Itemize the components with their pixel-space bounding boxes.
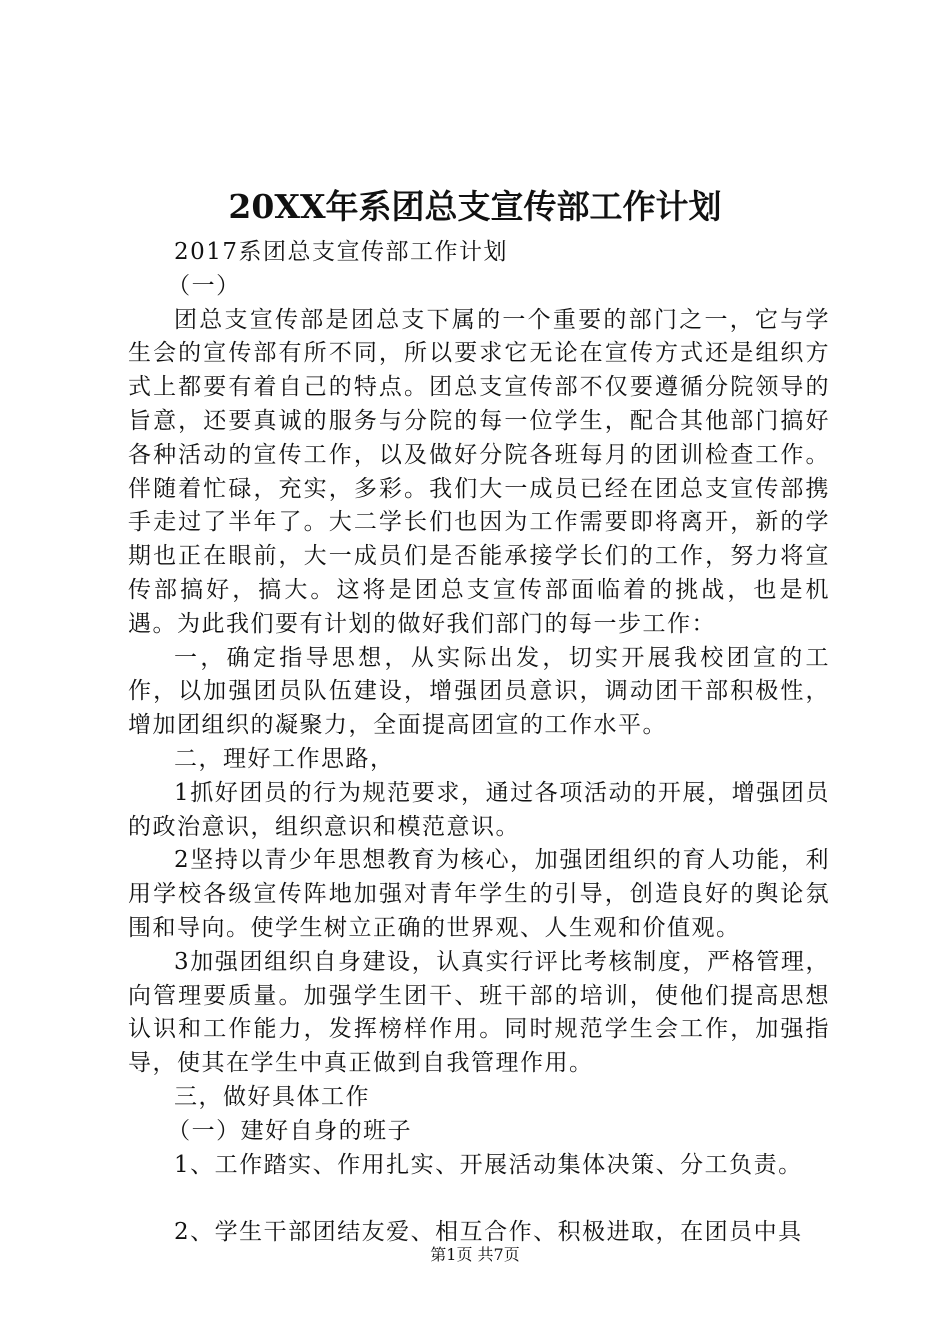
- paragraph-item-2: 2坚持以青少年思想教育为核心，加强团组织的育人功能，利用学校各级宣传阵地加强对青年学生的引导，创造良好的舆论氛围和导向。使学生树立正确的世界观、人生观和价值观。: [128, 847, 830, 941]
- paragraph-item-1: 1抓好团员的行为规范要求，通过各项活动的开展，增强团员的政治意识，组织意识和模范意识。: [128, 779, 830, 840]
- paragraph-guiding-thought: 一，确定指导思想，从实际出发，切实开展我校团宣的工作，以加强团员队伍建设，增强团员意识，调动团干部积极性，增加团组织的凝聚力，全面提高团宣的工作水平。: [128, 644, 830, 739]
- paragraph-subtitle: 2017系团总支宣传部工作计划: [174, 239, 509, 265]
- paragraph-item-3: 3加强团组织自身建设，认真实行评比考核制度，严格管理，向管理要质量。加强学生团干、班干部的培训，使他们提高思想认识和工作能力，发挥榜样作用。同时规范学生会工作，加强指导，使其在学生中真正做到自我管理作用。: [128, 948, 830, 1077]
- page-number-footer: 第1页 共7页: [430, 1245, 520, 1264]
- paragraph-work-approach: 二，理好工作思路，: [174, 745, 395, 772]
- document-title: 20XX年系团总支宣传部工作计划: [228, 187, 722, 226]
- paragraph-subsection: （一）建好自身的班子: [167, 1117, 413, 1144]
- paragraph-section-marker: （一）: [167, 272, 241, 299]
- document-body: [128, 236, 830, 1250]
- paragraph-list-1: 1、工作踏实、作用扎实、开展活动集体决策、分工负责。: [174, 1151, 803, 1178]
- paragraph-intro: 团总支宣传部是团总支下属的一个重要的部门之一，它与学生会的宣传部有所不同，所以要求它无论在宣传方式还是组织方式上都要有着自己的特点。团总支宣传部不仅要遵循分院领导的旨意，还要真诚的服务与分院的每一位学生，配合其他部门搞好各种活动的宣传工作，以及做好分院各班每月的团训检查工作。伴随着忙碌，充实，多彩。我们大一成员已经在团总支宣传部携手走过了半年了。大二学长们也因为工作需要即将离开，新的学期也正在眼前，大一成员们是否能承接学长们的工作，努力将宣传部搞好，搞大。这将是团总支宣传部面临着的挑战，也是机遇。为此我们要有计划的做好我们部门的每一步工作：: [128, 306, 830, 637]
- paragraph-specific-work: 三，做好具体工作: [174, 1083, 370, 1110]
- paragraph-list-2: 2、学生干部团结友爱、相互合作、积极进取，在团员中具: [174, 1219, 803, 1246]
